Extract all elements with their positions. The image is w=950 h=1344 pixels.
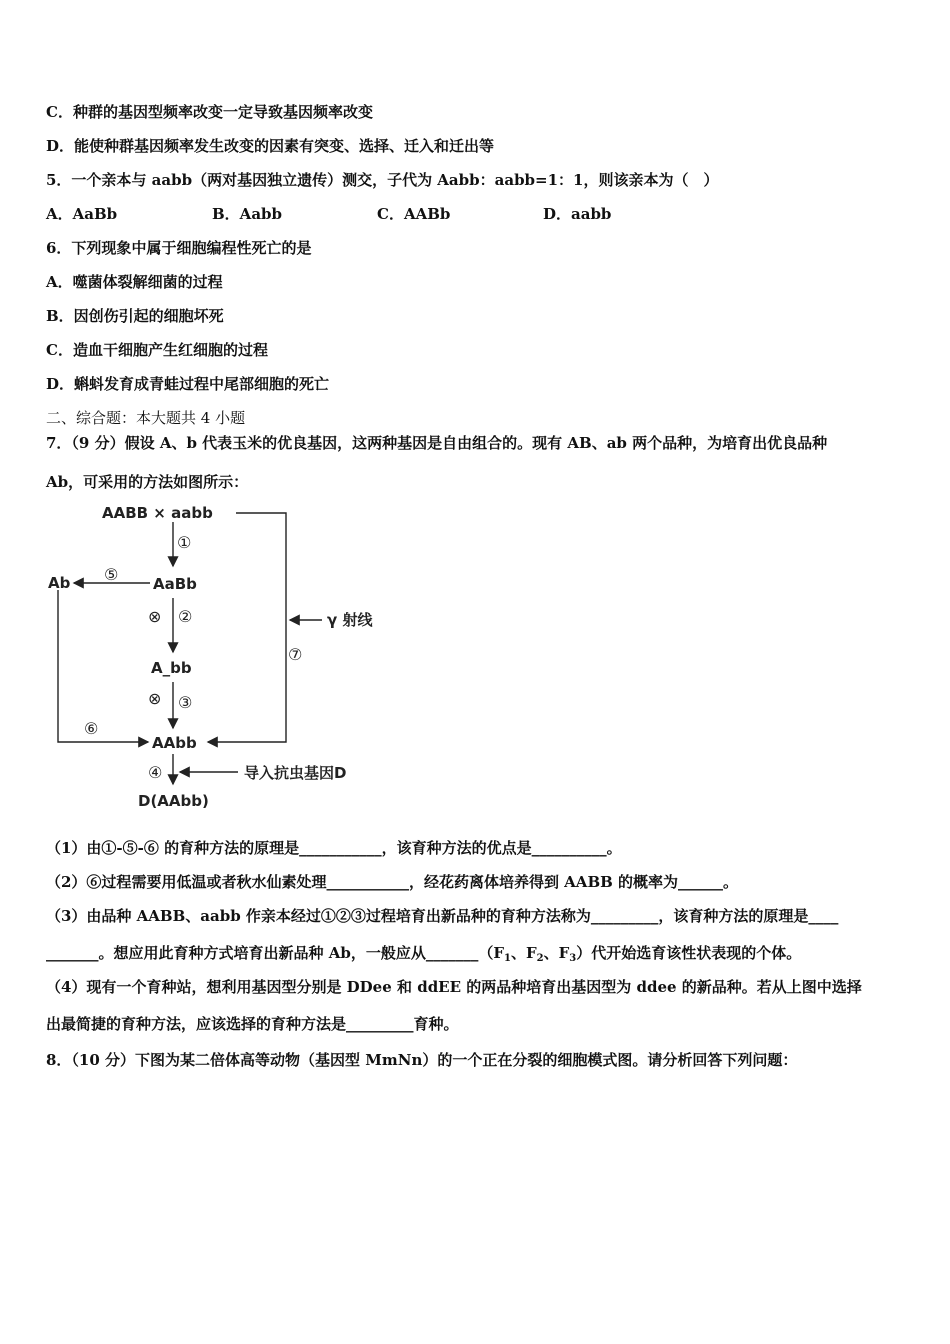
q6-option-c: C．造血干细胞产生红细胞的过程 xyxy=(46,341,268,359)
option-d-line: D．能使种群基因频率发生改变的因素有突变、选择、迁入和迁出等 xyxy=(46,137,495,155)
step-5-marker: ⑤ xyxy=(104,565,119,584)
a-bb-label: A_bb xyxy=(151,659,192,677)
q5-option-d: D．aabb xyxy=(543,205,612,223)
option-c-line: C．种群的基因型频率改变一定导致基因频率改变 xyxy=(46,103,373,121)
q5-option-c: C．AABb xyxy=(377,205,451,223)
subscript-1: 1 xyxy=(504,953,511,964)
q7-part-3-text-c: 、F xyxy=(543,944,570,962)
subscript-3: 3 xyxy=(569,953,577,964)
step-7-marker: ⑦ xyxy=(288,645,303,664)
aabb-f1-label: AaBb xyxy=(153,575,197,593)
q7-part-3-text-a: _______。想应用此育种方式培育出新品种 Ab，一般应从_______（F xyxy=(46,944,505,962)
question-7-line-1: 7．（9 分）假设 A、b 代表玉米的优良基因，这两种基因是自由组合的。现有 AB、ab 两个品种，为培育出优良品种 xyxy=(46,434,828,452)
q7-part-3-text-d: ）代开始选育该性状表现的个体。 xyxy=(576,944,802,962)
question-8: 8．（10 分）下图为某二倍体高等动物（基因型 MmNn）的一个正在分裂的细胞模式图。请分析回答下列问题： xyxy=(46,1051,798,1069)
question-6: 6．下列现象中属于细胞编程性死亡的是 xyxy=(46,239,312,257)
q7-part-4-line-2: 出最简捷的育种方法，应该选择的育种方法是_________育种。 xyxy=(46,1015,459,1033)
q7-part-3-text-b: 、F xyxy=(510,944,537,962)
subscript-2: 2 xyxy=(536,953,544,964)
q6-option-b: B．因创伤引起的细胞坏死 xyxy=(46,307,224,325)
q7-part-3-line-1: （3）由品种 AABB、aabb 作亲本经过①②③过程培育出新品种的育种方法称为_________，该育种方法的原理是____ xyxy=(46,907,839,925)
ab-label: Ab xyxy=(48,574,71,592)
breeding-diagram xyxy=(40,498,400,818)
gene-d-label: 导入抗虫基因D xyxy=(244,764,347,782)
q5-option-b: B．Aabb xyxy=(212,205,283,223)
step-3-marker: ③ xyxy=(178,693,193,712)
q7-part-4-line-1: （4）现有一个育种站，想利用基因型分别是 DDee 和 ddEE 的两品种培育出基因型为 ddee 的新品种。若从上图中选择 xyxy=(46,978,862,996)
q6-option-d: D．蝌蚪发育成青蛙过程中尾部细胞的死亡 xyxy=(46,375,330,393)
q7-part-1: （1）由①-⑤-⑥ 的育种方法的原理是___________，该育种方法的优点是__________。 xyxy=(46,839,622,857)
q7-part-3-line-2 xyxy=(46,943,801,969)
q6-option-a: A．噬菌体裂解细菌的过程 xyxy=(46,273,223,291)
step-2-marker: ② xyxy=(178,607,193,626)
parents-label: AABB × aabb xyxy=(102,504,213,522)
step-6-marker: ⑥ xyxy=(84,719,99,738)
step-4-marker: ④ xyxy=(148,763,163,782)
q5-option-a: A．AaBb xyxy=(46,205,118,223)
question-7-line-2: Ab，可采用的方法如图所示： xyxy=(46,473,249,491)
q7-part-2: （2）⑥过程需要用低温或者秋水仙素处理___________，经花药离体培养得到 AABB 的概率为______。 xyxy=(46,873,739,891)
self-cross-1-icon: ⊗ xyxy=(148,607,162,626)
self-cross-2-icon: ⊗ xyxy=(148,689,162,708)
question-5: 5．一个亲本与 aabb（两对基因独立遗传）测交，子代为 Aabb：aabb=1：1，则该亲本为（ ） xyxy=(46,171,719,189)
aabb-final-label: AAbb xyxy=(152,734,197,752)
d-aabb-label: D(AAbb) xyxy=(138,792,209,810)
section-heading: 二、综合题：本大题共 4 小题 xyxy=(46,409,246,427)
gamma-ray-label: γ 射线 xyxy=(327,611,373,629)
step-1-marker: ① xyxy=(177,533,192,552)
